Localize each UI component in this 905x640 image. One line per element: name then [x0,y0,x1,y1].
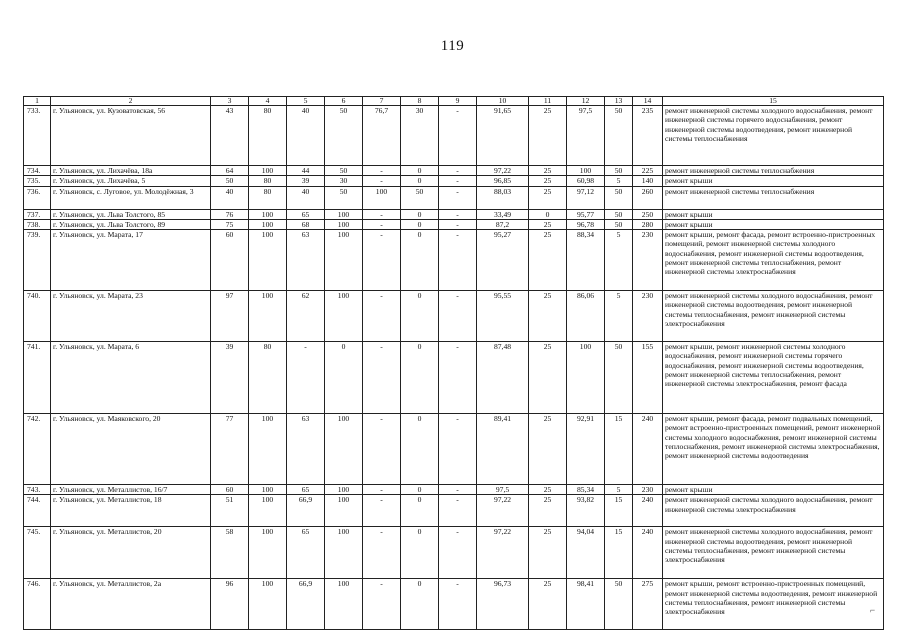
col12-cell: 97,5 [567,106,605,166]
col7-cell: - [363,176,401,186]
col10-cell: 87,2 [477,219,529,229]
row-index: 740. [24,291,51,342]
col7-cell: - [363,342,401,414]
col3-cell: 39 [211,342,249,414]
col9-cell: - [439,527,477,579]
header-row [24,97,884,106]
work-list-cell: ремонт крыши [663,485,884,495]
col13-cell: 50 [605,579,633,630]
header-cell: 13 [605,97,633,106]
col5-cell: 65 [287,485,325,495]
col9-cell: - [439,209,477,219]
col3-cell: 75 [211,219,249,229]
col8-cell: 30 [401,106,439,166]
header-cell: 12 [567,97,605,106]
col14-cell: 260 [633,186,663,209]
address-cell: г. Ульяновск, ул. Металлистов, 2а [51,579,211,630]
col3-cell: 76 [211,209,249,219]
col8-cell: 0 [401,579,439,630]
col8-cell: 0 [401,176,439,186]
col6-cell: 100 [325,485,363,495]
col7-cell: - [363,485,401,495]
col5-cell: - [287,342,325,414]
row-index: 741. [24,342,51,414]
col8-cell: 0 [401,166,439,176]
table-row [24,186,884,209]
col11-cell: 25 [529,166,567,176]
col11-cell: 25 [529,176,567,186]
col4-cell: 80 [249,186,287,209]
col11-cell: 25 [529,495,567,527]
col3-cell: 40 [211,186,249,209]
row-index: 735. [24,176,51,186]
col12-cell: 100 [567,166,605,176]
table-row [24,579,884,630]
work-list-cell: ремонт крыши, ремонт фасада, ремонт встроенно-пристроенных помещений, ремонт инженерной системы холодного водоснабжения, ремонт инженерной системы водоотведения, ремонт инженерной системы теплоснабжения, ремонт инженерной системы электроснабжения [663,230,884,291]
address-cell: г. Ульяновск, ул. Металлистов, 16/7 [51,485,211,495]
col6-cell: 100 [325,209,363,219]
address-cell: г. Ульяновск, ул. Льва Толстого, 85 [51,209,211,219]
row-index: 737. [24,209,51,219]
table-row [24,414,884,485]
col4-cell: 100 [249,166,287,176]
col12-cell: 60,98 [567,176,605,186]
col10-cell: 97,5 [477,485,529,495]
col14-cell: 240 [633,495,663,527]
col10-cell: 33,49 [477,209,529,219]
col13-cell: 15 [605,527,633,579]
row-index: 742. [24,414,51,485]
table-row [24,166,884,176]
col8-cell: 0 [401,414,439,485]
col7-cell: - [363,166,401,176]
col11-cell: 25 [529,342,567,414]
header-cell: 10 [477,97,529,106]
col7-cell: - [363,219,401,229]
col6-cell: 100 [325,495,363,527]
col8-cell: 0 [401,342,439,414]
col5-cell: 63 [287,414,325,485]
col5-cell: 65 [287,527,325,579]
col14-cell: 235 [633,106,663,166]
col4-cell: 100 [249,527,287,579]
col10-cell: 95,55 [477,291,529,342]
col3-cell: 64 [211,166,249,176]
col6-cell: 100 [325,527,363,579]
page-number: 119 [440,38,465,54]
row-index: 743. [24,485,51,495]
col6-cell: 100 [325,414,363,485]
col5-cell: 66,9 [287,579,325,630]
col12-cell: 98,41 [567,579,605,630]
col4-cell: 100 [249,495,287,527]
address-cell: г. Ульяновск, ул. Металлистов, 20 [51,527,211,579]
col13-cell: 50 [605,209,633,219]
col14-cell: 250 [633,209,663,219]
col6-cell: 100 [325,219,363,229]
col4-cell: 100 [249,291,287,342]
header-cell: 9 [439,97,477,106]
col8-cell: 0 [401,230,439,291]
address-cell: г. Ульяновск, ул. Марата, 6 [51,342,211,414]
work-list-cell: ремонт крыши [663,176,884,186]
address-cell: г. Ульяновск, ул. Лихачёва, 18а [51,166,211,176]
col4-cell: 100 [249,230,287,291]
col10-cell: 97,22 [477,527,529,579]
work-list-cell: ремонт крыши, ремонт фасада, ремонт подвальных помещений, ремонт встроенно-пристроенных помещений, ремонт инженерной системы холодного водоснабжения, ремонт инженерной системы теплоснабжения, ремонт инженерной системы электроснабжения, ремонт инженерной системы водоотведения [663,414,884,485]
work-list-cell: ремонт инженерной системы холодного водоснабжения, ремонт инженерной системы горячего водоснабжения, ремонт инженерной системы водоотведения, ремонт инженерной системы теплоснабжения [663,106,884,166]
col14-cell: 230 [633,291,663,342]
table-row [24,485,884,495]
col10-cell: 87,48 [477,342,529,414]
col14-cell: 155 [633,342,663,414]
address-cell: г. Ульяновск, ул. Марата, 17 [51,230,211,291]
col5-cell: 66,9 [287,495,325,527]
program-table [23,96,884,630]
work-list-cell: ремонт крыши [663,209,884,219]
work-list-cell: ремонт крыши [663,219,884,229]
header-cell: 8 [401,97,439,106]
col12-cell: 94,04 [567,527,605,579]
margin-mark: ⌐ [870,605,876,615]
address-cell: г. Ульяновск, с. Луговое, ул. Молодёжная, 3 [51,186,211,209]
table-row [24,106,884,166]
col5-cell: 68 [287,219,325,229]
col9-cell: - [439,291,477,342]
address-cell: г. Ульяновск, ул. Кузоватовская, 56 [51,106,211,166]
col13-cell: 50 [605,166,633,176]
header-cell: 7 [363,97,401,106]
col14-cell: 140 [633,176,663,186]
work-list-cell: ремонт инженерной системы холодного водоснабжения, ремонт инженерной системы водоотведения, ремонт инженерной системы теплоснабжения, ремонт инженерной системы электроснабжения [663,527,884,579]
header-cell: 2 [51,97,211,106]
col6-cell: 0 [325,342,363,414]
col11-cell: 25 [529,579,567,630]
table-row [24,527,884,579]
col7-cell: - [363,291,401,342]
col11-cell: 0 [529,209,567,219]
col14-cell: 225 [633,166,663,176]
col8-cell: 0 [401,527,439,579]
col7-cell: - [363,495,401,527]
col13-cell: 5 [605,291,633,342]
col7-cell: - [363,579,401,630]
col7-cell: - [363,209,401,219]
work-list-cell: ремонт инженерной системы теплоснабжения [663,186,884,209]
col8-cell: 50 [401,186,439,209]
row-index: 734. [24,166,51,176]
row-index: 746. [24,579,51,630]
col9-cell: - [439,186,477,209]
col9-cell: - [439,230,477,291]
col9-cell: - [439,495,477,527]
col13-cell: 50 [605,106,633,166]
col11-cell: 25 [529,186,567,209]
work-list-cell: ремонт крыши, ремонт встроенно-пристроенных помещений, ремонт инженерной системы водоотведения, ремонт инженерной системы теплоснабжения, ремонт инженерной системы электроснабжения [663,579,884,630]
col13-cell: 5 [605,176,633,186]
col4-cell: 100 [249,485,287,495]
header-cell: 11 [529,97,567,106]
col11-cell: 25 [529,219,567,229]
row-index: 739. [24,230,51,291]
row-index: 745. [24,527,51,579]
col7-cell: - [363,414,401,485]
col3-cell: 60 [211,230,249,291]
col9-cell: - [439,414,477,485]
table-row [24,230,884,291]
col10-cell: 96,85 [477,176,529,186]
col3-cell: 97 [211,291,249,342]
row-index: 733. [24,106,51,166]
col3-cell: 50 [211,176,249,186]
col10-cell: 97,22 [477,495,529,527]
col10-cell: 89,41 [477,414,529,485]
col12-cell: 88,34 [567,230,605,291]
col9-cell: - [439,219,477,229]
col3-cell: 60 [211,485,249,495]
col5-cell: 65 [287,209,325,219]
col6-cell: 50 [325,186,363,209]
row-index: 736. [24,186,51,209]
col14-cell: 240 [633,527,663,579]
header-cell: 4 [249,97,287,106]
col9-cell: - [439,176,477,186]
col8-cell: 0 [401,209,439,219]
col11-cell: 25 [529,230,567,291]
row-index: 738. [24,219,51,229]
col4-cell: 80 [249,176,287,186]
col6-cell: 50 [325,166,363,176]
work-list-cell: ремонт инженерной системы холодного водоснабжения, ремонт инженерной системы водоотведения, ремонт инженерной системы теплоснабжения, ремонт инженерной системы электроснабжения [663,291,884,342]
header-cell: 6 [325,97,363,106]
col14-cell: 280 [633,219,663,229]
header-cell: 15 [663,97,884,106]
col14-cell: 230 [633,230,663,291]
col4-cell: 100 [249,414,287,485]
col10-cell: 88,03 [477,186,529,209]
col6-cell: 100 [325,579,363,630]
col4-cell: 100 [249,219,287,229]
col3-cell: 58 [211,527,249,579]
col13-cell: 5 [605,485,633,495]
col5-cell: 39 [287,176,325,186]
col7-cell: - [363,230,401,291]
col12-cell: 95,77 [567,209,605,219]
col14-cell: 230 [633,485,663,495]
col5-cell: 62 [287,291,325,342]
table-row [24,495,884,527]
address-cell: г. Ульяновск, ул. Льва Толстого, 89 [51,219,211,229]
col12-cell: 100 [567,342,605,414]
address-cell: г. Ульяновск, ул. Металлистов, 18 [51,495,211,527]
col8-cell: 0 [401,219,439,229]
col11-cell: 25 [529,527,567,579]
col4-cell: 80 [249,342,287,414]
col6-cell: 100 [325,230,363,291]
col9-cell: - [439,579,477,630]
col7-cell: - [363,527,401,579]
col13-cell: 50 [605,219,633,229]
header-cell: 1 [24,97,51,106]
address-cell: г. Ульяновск, ул. Маяковского, 20 [51,414,211,485]
col9-cell: - [439,485,477,495]
col5-cell: 63 [287,230,325,291]
col4-cell: 100 [249,209,287,219]
table-row [24,291,884,342]
address-cell: г. Ульяновск, ул. Лихачёва, 5 [51,176,211,186]
header-cell: 14 [633,97,663,106]
col9-cell: - [439,166,477,176]
col12-cell: 85,34 [567,485,605,495]
work-list-cell: ремонт инженерной системы теплоснабжения [663,166,884,176]
col7-cell: 100 [363,186,401,209]
col6-cell: 50 [325,106,363,166]
header-cell: 5 [287,97,325,106]
col8-cell: 0 [401,495,439,527]
col10-cell: 91,65 [477,106,529,166]
col10-cell: 96,73 [477,579,529,630]
col13-cell: 5 [605,230,633,291]
col5-cell: 40 [287,186,325,209]
col14-cell: 240 [633,414,663,485]
col10-cell: 97,22 [477,166,529,176]
col13-cell: 50 [605,342,633,414]
table-row [24,209,884,219]
col11-cell: 25 [529,106,567,166]
col13-cell: 15 [605,495,633,527]
col3-cell: 51 [211,495,249,527]
col3-cell: 77 [211,414,249,485]
table-row [24,219,884,229]
row-index: 744. [24,495,51,527]
col12-cell: 97,12 [567,186,605,209]
col3-cell: 96 [211,579,249,630]
header-cell: 3 [211,97,249,106]
work-list-cell: ремонт крыши, ремонт инженерной системы холодного водоснабжения, ремонт инженерной системы горячего водоснабжения, ремонт инженерной системы водоотведения, ремонт инженерной системы теплоснабжения, ремонт инженерной системы электроснабжения, ремонт фасада [663,342,884,414]
table-body [24,97,884,630]
col7-cell: 76,7 [363,106,401,166]
col4-cell: 100 [249,579,287,630]
col3-cell: 43 [211,106,249,166]
table-row [24,176,884,186]
work-list-cell: ремонт инженерной системы холодного водоснабжения, ремонт инженерной системы электроснабжения [663,495,884,527]
address-cell: г. Ульяновск, ул. Марата, 23 [51,291,211,342]
col4-cell: 80 [249,106,287,166]
table-row [24,342,884,414]
col6-cell: 30 [325,176,363,186]
col5-cell: 44 [287,166,325,176]
col10-cell: 95,27 [477,230,529,291]
col6-cell: 100 [325,291,363,342]
col13-cell: 50 [605,186,633,209]
col11-cell: 25 [529,414,567,485]
col9-cell: - [439,342,477,414]
col5-cell: 40 [287,106,325,166]
col11-cell: 25 [529,485,567,495]
col12-cell: 86,06 [567,291,605,342]
col13-cell: 15 [605,414,633,485]
col8-cell: 0 [401,291,439,342]
col9-cell: - [439,106,477,166]
col14-cell: 275 [633,579,663,630]
col11-cell: 25 [529,291,567,342]
col8-cell: 0 [401,485,439,495]
col12-cell: 93,82 [567,495,605,527]
col12-cell: 92,91 [567,414,605,485]
col12-cell: 96,78 [567,219,605,229]
